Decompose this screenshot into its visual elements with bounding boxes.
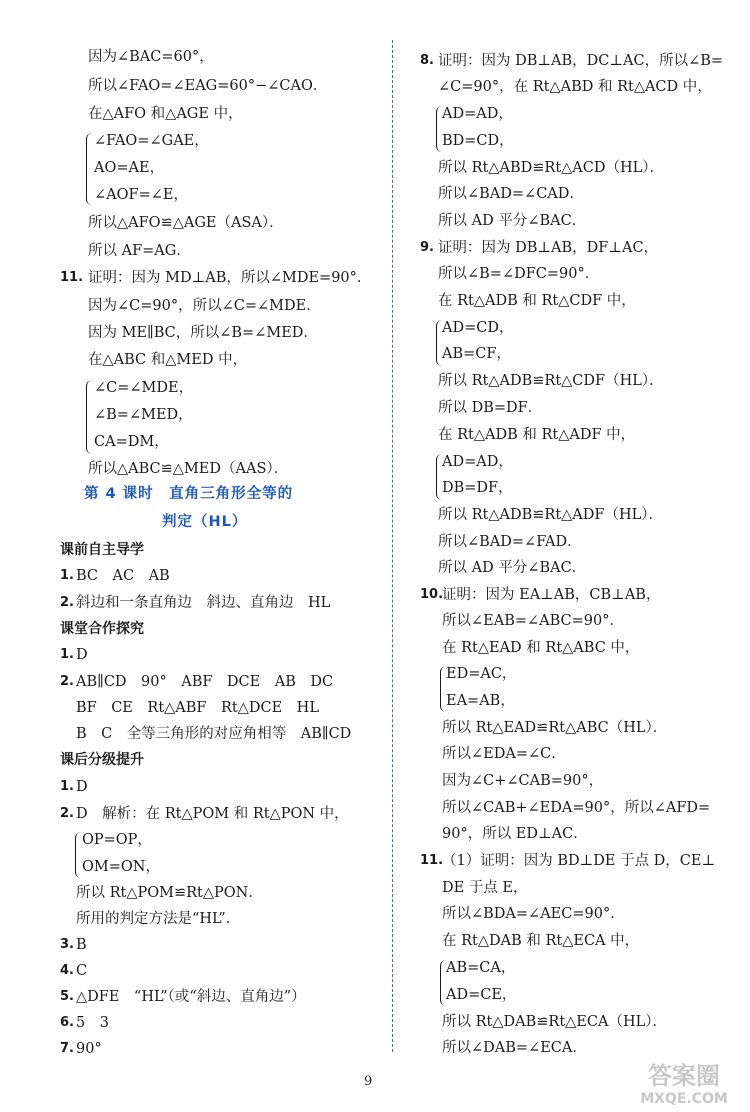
answer-number: 1. <box>60 568 74 583</box>
text-line: 因为∠BAC=60°， <box>88 49 214 65</box>
text-line: AD=CE， <box>446 987 517 1003</box>
answer-number: 4. <box>60 963 74 978</box>
text-line: 所以∠FAO=∠EAG=60°−∠CAO． <box>88 78 328 94</box>
system-brace <box>86 133 92 205</box>
text-line: 证明：因为 DB⊥AB，DC⊥AC，所以∠B= <box>438 53 724 69</box>
question-number: 9. <box>420 240 434 255</box>
text-line: ∠C=90°，在 Rt△ABD 和 Rt△ACD 中， <box>438 79 712 95</box>
text-line: 所以∠BDA=∠AEC=90°． <box>442 906 625 922</box>
text-line: ∠B=∠MED， <box>94 407 193 423</box>
page-number: 9 <box>364 1074 373 1089</box>
answer-number: 5. <box>60 989 74 1004</box>
text-line: 在 Rt△ADB 和 Rt△ADF 中， <box>438 427 636 443</box>
text-line: 所用的判定方法是“HL”． <box>76 911 241 927</box>
text-line: OP=OP， <box>82 832 152 848</box>
text-line: 所以 Rt△EAD≌Rt△ABC（HL）． <box>442 720 668 736</box>
answer-text: BC AC AB <box>76 568 170 584</box>
text-line: AD=AD， <box>442 106 513 122</box>
text-line: ∠FAO=∠GAE， <box>94 133 209 149</box>
text-line: 在 Rt△EAD 和 Rt△ABC 中， <box>442 640 640 656</box>
text-line: 所以∠DAB=∠ECA． <box>442 1040 587 1056</box>
answer-text: B C 全等三角形的对应角相等 AB∥CD <box>76 726 352 742</box>
lesson-title-cont: 判定（HL） <box>162 514 248 530</box>
answer-text: C <box>76 963 88 979</box>
answer-number: 2. <box>60 674 74 689</box>
text-line: 所以∠EDA=∠C． <box>442 746 566 762</box>
text-line: DE 于点 E， <box>442 880 528 896</box>
text-line: 因为 ME∥BC，所以∠B=∠MED． <box>88 325 318 341</box>
text-line: 证明：因为 MD⊥AB，所以∠MDE=90°． <box>88 270 372 286</box>
text-line: 所以 DB=DF． <box>438 400 543 416</box>
text-line: ∠C=∠MDE， <box>94 380 194 396</box>
text-line: BD=CD， <box>442 133 514 149</box>
answer-number: 1. <box>60 647 74 662</box>
text-line: AB=CF， <box>442 346 511 362</box>
system-brace <box>75 832 81 878</box>
answer-number: 7. <box>60 1041 74 1056</box>
text-line: 所以 Rt△ABD≌Rt△ACD（HL）． <box>438 160 665 176</box>
text-line: 所以△AFO≌△AGE（ASA）． <box>88 215 284 231</box>
text-line: AB=CA， <box>446 960 516 976</box>
text-line: EA=AB， <box>446 693 515 709</box>
text-line: DB=DF， <box>442 480 513 496</box>
answer-text: AB∥CD 90° ABF DCE AB DC <box>76 674 334 690</box>
text-line: AD=CD， <box>442 320 514 336</box>
question-number: 11. <box>420 853 444 868</box>
section-heading: 课堂合作探究 <box>60 621 144 637</box>
text-line: 因为∠C=90°，所以∠C=∠MDE． <box>88 298 321 314</box>
question-number: 8. <box>420 53 434 68</box>
text-line: CA=DM， <box>94 434 169 450</box>
text-line: ∠AOF=∠E， <box>94 187 188 203</box>
text-line: 所以∠BAD=∠CAD． <box>438 186 584 202</box>
question-number: 11. <box>60 270 84 285</box>
watermark-line1: 答案圈 <box>648 1062 720 1090</box>
answer-text: D 解析：在 Rt△POM 和 Rt△PON 中， <box>76 806 349 822</box>
text-line: AD=AD， <box>442 454 513 470</box>
text-line: 证明：因为 DB⊥AB，DF⊥AC， <box>438 240 659 256</box>
watermark-line2: MXQE.COM <box>640 1091 728 1107</box>
answer-text: D <box>76 779 88 795</box>
system-brace <box>86 380 92 454</box>
text-line: 所以 AD 平分∠BAC． <box>438 560 587 576</box>
text-line: 所以 Rt△POM≌Rt△PON． <box>76 885 263 901</box>
text-line: 所以∠CAB+∠EDA=90°，所以∠AFD= <box>442 800 711 816</box>
column-divider <box>392 40 393 1052</box>
answer-text: BF CE Rt△ABF Rt△DCE HL <box>76 700 319 716</box>
watermark-logo <box>622 1056 746 1108</box>
answer-text: B <box>76 937 87 953</box>
text-line: 在 Rt△DAB 和 Rt△ECA 中， <box>442 933 640 949</box>
text-line: 所以 Rt△ADB≌Rt△CDF（HL）． <box>438 373 664 389</box>
answer-number: 1. <box>60 779 74 794</box>
text-line: 所以 AD 平分∠BAC． <box>438 213 587 229</box>
text-line: 所以∠EAB=∠ABC=90°． <box>442 613 625 629</box>
text-line: 证明：因为 EA⊥AB，CB⊥AB， <box>442 587 661 603</box>
text-line: 所以∠BAD=∠FAD． <box>438 534 582 550</box>
text-line: 所以 Rt△ADB≌Rt△ADF（HL）． <box>438 507 663 523</box>
section-heading: 课前自主导学 <box>60 542 144 558</box>
text-line: 在△ABC 和△MED 中， <box>88 352 248 368</box>
answer-number: 2. <box>60 806 74 821</box>
question-number: 10. <box>420 587 444 602</box>
text-line: （1）证明：因为 BD⊥DE 于点 D，CE⊥ <box>442 853 716 869</box>
answer-text: 5 3 <box>76 1015 109 1031</box>
answer-text: △DFE “HL”（或“斜边、直角边”） <box>76 989 306 1005</box>
text-line: 90°，所以 ED⊥AC． <box>442 826 588 842</box>
text-line: AO=AE， <box>94 160 165 176</box>
answer-text: 斜边和一条直角边 斜边、直角边 HL <box>76 595 331 611</box>
text-line: 所以∠B=∠DFC=90°． <box>438 266 600 282</box>
text-line: 在△AFO 和△AGE 中， <box>88 106 243 122</box>
section-heading: 课后分级提升 <box>60 752 144 768</box>
answer-number: 6. <box>60 1015 74 1030</box>
text-line: 所以 AF=AG． <box>88 243 191 259</box>
text-line: ED=AC， <box>446 666 517 682</box>
text-line: 因为∠C+∠CAB=90°， <box>442 773 604 789</box>
answer-number: 2. <box>60 595 74 610</box>
answer-text: 90° <box>76 1041 102 1057</box>
text-line: 在 Rt△ADB 和 Rt△CDF 中， <box>438 293 636 309</box>
lesson-title: 第 4 课时 直角三角形全等的 <box>84 486 294 502</box>
answer-text: D <box>76 647 88 663</box>
text-line: 所以△ABC≌△MED（AAS）． <box>88 461 289 477</box>
text-line: 所以 Rt△DAB≌Rt△ECA（HL）． <box>442 1014 667 1030</box>
text-line: OM=ON， <box>82 859 160 875</box>
answer-number: 3. <box>60 937 74 952</box>
